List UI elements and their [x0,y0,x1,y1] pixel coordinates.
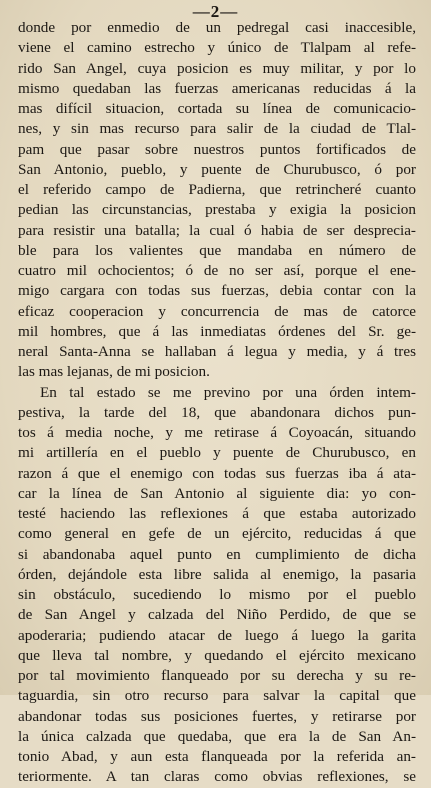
text-line: órden, dejándole esta libre salida al enemigo, la pasaria [18,565,416,583]
text-line: las mas lejanas, de mi posicion. [18,363,210,381]
text-line: En tal estado se me previno por una órden intem- [40,383,416,401]
text-line: mi artillería en el pueblo y puente de Churubusco, en [18,444,416,462]
text-line: tos á media noche, y me retirase á Coyoacán, situando [18,424,416,441]
page-number: —2— [192,2,239,21]
text-line: de San Angel y calzada del Niño Perdido, de que se [18,606,416,624]
text-line: cuatro mil ochocientos; ó de no ser así, porque el ene- [18,262,416,279]
text-line: San Antonio, pueblo, y puente de Churubusco, ó por [18,160,416,178]
text-line: pestiva, la tarde del 18, que abandonara dichos pun- [18,403,416,421]
text-line: eficaz cooperacion y concurrencia de mas de catorce [18,302,416,320]
text-line: abandonar todas sus posiciones fuertes, y retirarse por [18,707,416,725]
text-line: migo cargara con todas sus fuerzas, debia contar con la [18,282,416,300]
text-line: razon á que el enemigo con todas sus fuerzas iba á ata- [18,464,416,482]
text-line: tonio Abad, y aun esta flanqueada por la referida an- [18,748,416,765]
text-line: ble para los valientes que mandaba en número de [18,241,416,259]
text-line: el referido campo de Padierna, que retrincheré cuanto [18,181,416,198]
text-line: que lleva tal nombre, y quedando el ejército mexicano [18,646,416,664]
text-line: sin obstáculo, sucediendo lo mismo por el pueblo [18,586,416,603]
text-line: apoderaria; pudiendo atacar de luego á luego la garita [18,626,416,644]
text-line: neral Santa-Anna se hallaban á legua y media, y á tres [18,343,416,360]
text-line: mismo quedaban las fuerzas americanas reducidas á la [18,79,416,97]
text-line: nes, y sin mas recurso para salir de la ciudad de Tlal- [18,120,416,138]
text-line: viene el camino estrecho y único de Tlalpam al refe- [18,39,416,57]
text-line: por tal movimiento flanqueado por su derecha y su re- [18,667,416,684]
text-line: pam que pasar sobre nuestros puntos fortificados de [18,140,416,158]
text-line: testé haciendo las reflexiones á que estaba autorizado [18,505,416,522]
text-line: pedian las circunstancias, prestaba y exigia la posicion [18,201,416,219]
text-line: taguardia, sin otro recurso para salvar la capital que [18,687,416,705]
text-body [18,18,416,788]
text-line: como general en gefe de un ejército, reducidas á que [18,525,416,543]
text-line: car la línea de San Antonio al siguiente dia: yo con- [18,484,416,502]
text-line: para resistir una batalla; la cual ó habia de ser desprecia- [18,221,416,239]
text-line: mas difícil situacion, cortada su línea de comunicacio- [18,100,416,117]
text-line: si abandonaba aquel punto en cumplimiento de dicha [18,545,416,563]
text-line: donde por enmedio de un pedregal casi inaccesible, [18,19,416,36]
text-line: mil hombres, que á las inmediatas órdenes del Sr. ge- [18,322,416,340]
text-line: la única calzada que quedaba, que era la de San An- [18,727,416,745]
text-line: rido San Angel, cuya posicion es muy militar, y por lo [18,59,416,77]
text-line: teriormente. A tan claras como obvias reflexiones, se [18,768,416,786]
